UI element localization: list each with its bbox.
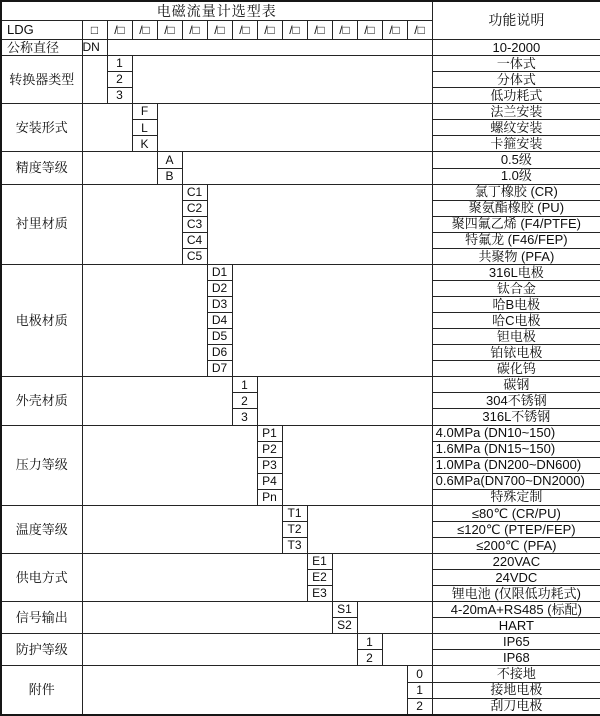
model-slot-cell: /□ xyxy=(282,21,307,40)
filler-cell xyxy=(357,602,432,634)
function-cell: 氯丁橡胶 (CR) xyxy=(432,184,600,200)
function-cell: IP65 xyxy=(432,634,600,650)
filler-cell xyxy=(332,554,432,602)
model-slot-cell: /□ xyxy=(357,21,382,40)
filler-cell xyxy=(157,104,432,152)
function-cell: 分体式 xyxy=(432,72,600,88)
code-cell: P2 xyxy=(257,441,282,457)
code-cell: 3 xyxy=(232,409,257,425)
function-cell: 24VDC xyxy=(432,570,600,586)
section-label: 衬里材质 xyxy=(1,184,82,264)
filler-cell xyxy=(82,602,332,634)
filler-cell xyxy=(82,666,407,715)
code-cell: 0 xyxy=(407,666,432,682)
function-cell: 碳钢 xyxy=(432,377,600,393)
code-cell: 2 xyxy=(407,698,432,715)
code-cell: P1 xyxy=(257,425,282,441)
filler-cell xyxy=(307,505,432,553)
section-label: 压力等级 xyxy=(1,425,82,505)
filler-cell xyxy=(82,505,282,553)
code-cell: 1 xyxy=(232,377,257,393)
model-box-cell: □ xyxy=(82,21,107,40)
function-cell: 4-20mA+RS485 (标配) xyxy=(432,602,600,618)
function-cell: 304不锈钢 xyxy=(432,393,600,409)
filler-cell xyxy=(182,152,432,184)
function-cell: 316L电极 xyxy=(432,264,600,280)
function-cell: ≤200℃ (PFA) xyxy=(432,537,600,553)
section-label: 信号输出 xyxy=(1,602,82,634)
code-cell: D3 xyxy=(207,297,232,313)
model-slot-cell: /□ xyxy=(382,21,407,40)
function-cell: 接地电极 xyxy=(432,682,600,698)
function-cell: 0.6MPa(DN700~DN2000) xyxy=(432,473,600,489)
section-label: 温度等级 xyxy=(1,505,82,553)
section-label: 精度等级 xyxy=(1,152,82,184)
function-cell: 低功耗式 xyxy=(432,88,600,104)
filler-cell xyxy=(82,264,207,376)
filler-cell xyxy=(82,56,107,104)
code-cell: D1 xyxy=(207,264,232,280)
code-cell: C5 xyxy=(182,248,207,264)
model-slot-cell: /□ xyxy=(307,21,332,40)
model-slot-cell: /□ xyxy=(157,21,182,40)
function-cell: 碳化钨 xyxy=(432,361,600,377)
function-cell: 共聚物 (PFA) xyxy=(432,248,600,264)
model-slot-cell: /□ xyxy=(407,21,432,40)
filler-cell xyxy=(282,425,432,505)
function-cell: 刮刀电极 xyxy=(432,698,600,715)
function-cell: 卡箍安装 xyxy=(432,136,600,152)
code-cell: D4 xyxy=(207,313,232,329)
filler-cell xyxy=(82,184,182,264)
code-cell: 1 xyxy=(407,682,432,698)
filler-cell xyxy=(82,152,157,184)
code-cell: E3 xyxy=(307,586,332,602)
function-cell: 铂铱电极 xyxy=(432,345,600,361)
code-cell: 2 xyxy=(232,393,257,409)
code-cell: 1 xyxy=(357,634,382,650)
code-cell: C2 xyxy=(182,200,207,216)
code-cell: 2 xyxy=(357,650,382,666)
function-cell: 聚氨酯橡胶 (PU) xyxy=(432,200,600,216)
function-cell: 0.5级 xyxy=(432,152,600,168)
code-cell: P4 xyxy=(257,473,282,489)
page-title: 电磁流量计选型表 xyxy=(1,1,432,21)
filler-cell xyxy=(257,377,432,425)
section-label: 电极材质 xyxy=(1,264,82,376)
filler-cell xyxy=(82,554,307,602)
code-cell: Pn xyxy=(257,489,282,505)
filler-cell xyxy=(82,377,232,425)
filler-cell xyxy=(207,184,432,264)
code-cell: T1 xyxy=(282,505,307,521)
function-cell: 法兰安装 xyxy=(432,104,600,120)
function-cell: ≤80℃ (CR/PU) xyxy=(432,505,600,521)
code-cell: 1 xyxy=(107,56,132,72)
filler-cell xyxy=(382,634,432,666)
model-slot-cell: /□ xyxy=(182,21,207,40)
section-label: 供电方式 xyxy=(1,554,82,602)
code-cell: C3 xyxy=(182,216,207,232)
function-cell: 特殊定制 xyxy=(432,489,600,505)
filler-cell xyxy=(82,104,132,152)
code-cell: DN xyxy=(82,40,107,56)
code-cell: D5 xyxy=(207,329,232,345)
function-cell: 锂电池 (仅限低功耗式) xyxy=(432,586,600,602)
model-slot-cell: /□ xyxy=(332,21,357,40)
function-cell: ≤120℃ (PTEP/FEP) xyxy=(432,521,600,537)
filler-cell xyxy=(82,425,257,505)
function-cell: 1.6MPa (DN15~150) xyxy=(432,441,600,457)
code-cell: S1 xyxy=(332,602,357,618)
function-cell: 316L不锈钢 xyxy=(432,409,600,425)
model-slot-cell: /□ xyxy=(107,21,132,40)
function-cell: 10-2000 xyxy=(432,40,600,56)
code-cell: K xyxy=(132,136,157,152)
code-cell: A xyxy=(157,152,182,168)
code-cell: D6 xyxy=(207,345,232,361)
filler-cell xyxy=(107,40,432,56)
section-label: 附件 xyxy=(1,666,82,715)
function-cell: 一体式 xyxy=(432,56,600,72)
code-cell: C4 xyxy=(182,232,207,248)
code-cell: D7 xyxy=(207,361,232,377)
model-slot-cell: /□ xyxy=(132,21,157,40)
function-cell: 220VAC xyxy=(432,554,600,570)
code-cell: T2 xyxy=(282,521,307,537)
code-cell: S2 xyxy=(332,618,357,634)
function-cell: 钛合金 xyxy=(432,280,600,296)
function-cell: 螺纹安装 xyxy=(432,120,600,136)
code-cell: E1 xyxy=(307,554,332,570)
model-prefix: LDG xyxy=(1,21,82,40)
code-cell: D2 xyxy=(207,280,232,296)
function-cell: 哈B电极 xyxy=(432,297,600,313)
code-cell: B xyxy=(157,168,182,184)
filler-cell xyxy=(82,634,357,666)
function-cell: 不接地 xyxy=(432,666,600,682)
code-cell: 3 xyxy=(107,88,132,104)
section-label: 防护等级 xyxy=(1,634,82,666)
model-slot-cell: /□ xyxy=(257,21,282,40)
code-cell: E2 xyxy=(307,570,332,586)
function-header: 功能说明 xyxy=(432,1,600,40)
function-cell: 1.0MPa (DN200~DN600) xyxy=(432,457,600,473)
code-cell: L xyxy=(132,120,157,136)
function-cell: 4.0MPa (DN10~150) xyxy=(432,425,600,441)
filler-cell xyxy=(232,264,432,376)
function-cell: 特氟龙 (F46/FEP) xyxy=(432,232,600,248)
model-slot-cell: /□ xyxy=(232,21,257,40)
code-cell: T3 xyxy=(282,537,307,553)
function-cell: 聚四氟乙烯 (F4/PTFE) xyxy=(432,216,600,232)
section-label: 外壳材质 xyxy=(1,377,82,425)
function-cell: 1.0级 xyxy=(432,168,600,184)
section-label: 安装形式 xyxy=(1,104,82,152)
filler-cell xyxy=(132,56,432,104)
function-cell: IP68 xyxy=(432,650,600,666)
function-cell: 钽电极 xyxy=(432,329,600,345)
model-slot-cell: /□ xyxy=(207,21,232,40)
section-label: 转换器类型 xyxy=(1,56,82,104)
code-cell: P3 xyxy=(257,457,282,473)
function-cell: HART xyxy=(432,618,600,634)
function-cell: 哈C电极 xyxy=(432,313,600,329)
code-cell: F xyxy=(132,104,157,120)
code-cell: 2 xyxy=(107,72,132,88)
section-label: 公称直径 xyxy=(1,40,82,56)
code-cell: C1 xyxy=(182,184,207,200)
